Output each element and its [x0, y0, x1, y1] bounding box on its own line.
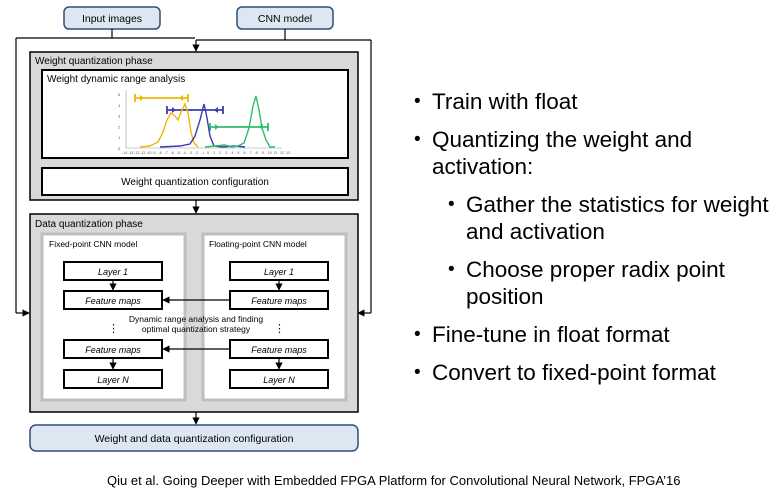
output-config-label: Weight and data quantization configuration — [94, 433, 294, 445]
chart-x-tick: -6 — [170, 151, 174, 155]
chart-y-tick: 4 — [118, 102, 121, 108]
weight-quantization-phase — [30, 52, 358, 200]
fixed-feature-maps-1-label: Feature maps — [85, 296, 141, 306]
chart-x-tick: -5 — [176, 151, 180, 155]
weight-analysis-title: Weight dynamic range analysis — [47, 74, 186, 85]
chart-x-tick: -2 — [194, 151, 199, 155]
chart-x-tick: 6 — [243, 151, 246, 155]
quantization-flow-diagram — [0, 0, 380, 465]
output-config-node — [30, 425, 358, 451]
cnn-model-label: CNN model — [257, 13, 313, 25]
chart-x-tick: 0 — [207, 151, 210, 155]
fixed-feature-maps-2-label: Feature maps — [85, 345, 141, 355]
chart-x-tick: 2 — [219, 151, 222, 155]
float-feature-maps-2 — [230, 340, 328, 358]
chart-x-tick: 1 — [213, 151, 216, 155]
analysis-label-line1: Dynamic range analysis and finding — [128, 314, 264, 324]
float-ellipsis: ⋮ — [274, 323, 285, 335]
fixed-feature-maps-2 — [64, 340, 162, 358]
bullet-fine-tune: • Fine-tune in float format — [410, 321, 770, 348]
weight-phase-title: Weight quantization phase — [35, 56, 153, 67]
bullet-gather-stats: • Gather the statistics for weight and activation — [444, 191, 770, 245]
chart-y-tick: 1 — [118, 135, 121, 141]
bullet-train-float: • Train with float — [410, 88, 770, 115]
cnn-model-node — [237, 7, 333, 29]
chart-x-tick: 8 — [255, 151, 258, 155]
float-layer-1 — [230, 262, 328, 280]
float-layer-n-label: Layer N — [263, 375, 295, 385]
fixed-point-title: Fixed-point CNN model — [49, 239, 138, 249]
data-quantization-phase — [30, 214, 358, 412]
chart-x-tick: 13 — [286, 151, 290, 155]
chart-x-tick: -1 — [200, 151, 205, 155]
input-images-label: Input images — [81, 13, 143, 25]
bullet-radix-point: • Choose proper radix point position — [444, 256, 770, 310]
citation: Qiu et al. Going Deeper with Embedded FPGA Platform for Convolutional Neural Network, FPGA’16 — [107, 473, 681, 488]
weight-config-label: Weight quantization configuration — [121, 177, 269, 188]
chart-y-tick: 0 — [118, 146, 121, 151]
analysis-label-line2: optimal quantization strategy — [141, 324, 251, 334]
chart-x-tick: -9 — [152, 151, 156, 155]
chart-x-tick: 12 — [279, 151, 284, 155]
chart-x-tick: 11 — [273, 151, 278, 155]
chart-y-tick: 2 — [118, 124, 121, 130]
weight-quantization-config-box — [42, 168, 348, 195]
chart-y-tick: 3 — [118, 113, 121, 119]
chart-x-tick: -11 — [140, 151, 146, 155]
chart-x-tick: -4 — [182, 151, 186, 155]
fixed-layer-n-label: Layer N — [97, 375, 129, 385]
float-feature-maps-2-label: Feature maps — [251, 345, 307, 355]
fixed-ellipsis: ⋮ — [108, 323, 119, 335]
float-layer-1-label: Layer 1 — [263, 267, 295, 277]
fixed-layer-1-label: Layer 1 — [97, 267, 129, 277]
chart-x-tick: -8 — [158, 151, 162, 155]
input-images-node — [64, 7, 160, 29]
fixed-layer-n — [64, 370, 162, 388]
chart-y-tick: 5 — [118, 92, 121, 97]
chart-x-tick: 4 — [231, 151, 234, 155]
fixed-feature-maps-1 — [64, 291, 162, 309]
bullet-quantizing: • Quantizing the weight and activation: — [410, 126, 770, 180]
float-feature-maps-1-label: Feature maps — [251, 296, 307, 306]
data-phase-title: Data quantization phase — [35, 219, 143, 230]
fixed-layer-1 — [64, 262, 162, 280]
floating-point-title: Floating-point CNN model — [209, 239, 307, 249]
chart-x-tick: 10 — [267, 151, 272, 155]
chart-x-tick: -3 — [188, 151, 193, 155]
chart-x-tick: -14 — [122, 151, 128, 155]
chart-x-tick: 5 — [237, 151, 240, 155]
chart-x-tick: 3 — [225, 151, 228, 155]
chart-x-tick: 7 — [249, 151, 252, 155]
bullet-list — [410, 88, 770, 397]
float-layer-n — [230, 370, 328, 388]
chart-x-tick: -12 — [134, 151, 140, 155]
chart-x-tick: -13 — [128, 151, 134, 155]
bullet-convert: • Convert to fixed-point format — [410, 359, 770, 386]
chart-x-tick: 9 — [261, 151, 264, 155]
chart-x-tick: -7 — [164, 151, 168, 155]
float-feature-maps-1 — [230, 291, 328, 309]
chart-x-tick: -10 — [146, 151, 152, 155]
